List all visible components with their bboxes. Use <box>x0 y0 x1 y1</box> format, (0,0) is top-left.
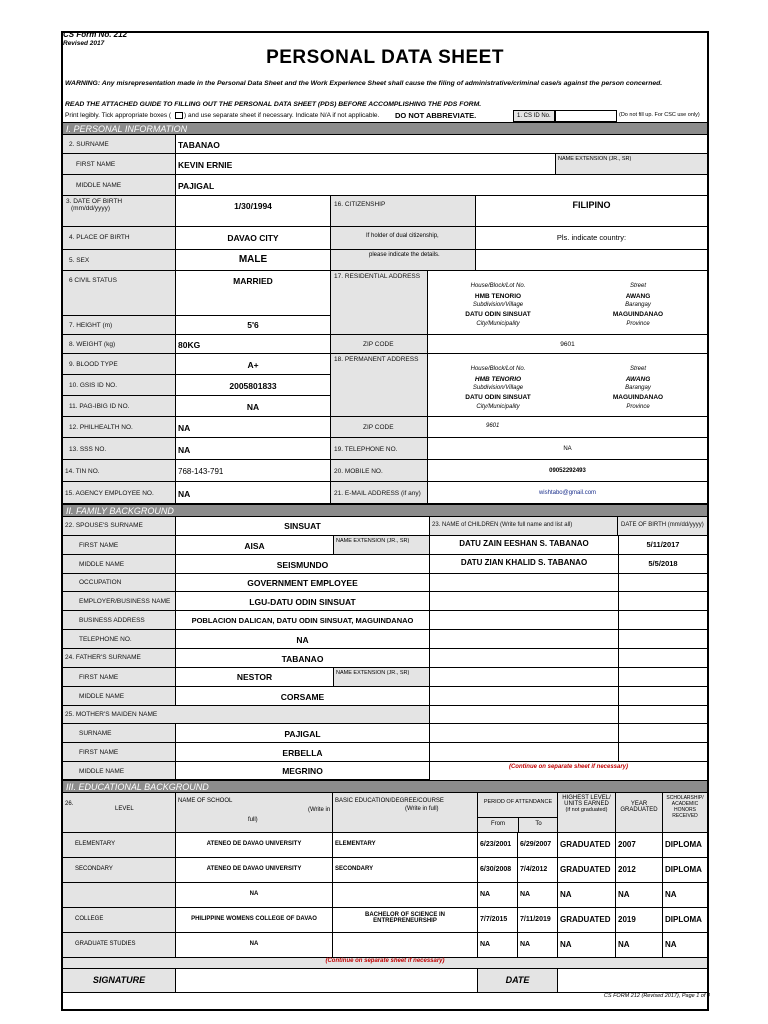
school-name-field[interactable]: NA <box>175 933 332 957</box>
cs-id-label: 1. CS ID No. <box>513 110 555 122</box>
father-middle-field[interactable]: CORSAME <box>175 687 429 706</box>
business-address-field[interactable]: POBLACION DALICAN, DATU ODIN SINSUAT, MAGUINDANAO <box>175 611 429 630</box>
first-name-row <box>63 154 707 175</box>
spouse-middle-field[interactable]: SEISMUNDO <box>175 555 429 574</box>
spouse-telephone-label: TELEPHONE NO. <box>63 630 175 649</box>
highest-level-field[interactable]: GRADUATED <box>557 858 615 882</box>
weight-row <box>63 335 707 354</box>
level-label: LEVEL <box>115 806 134 812</box>
highest-note: (if not graduated) <box>565 807 608 813</box>
education-level: SECONDARY <box>63 858 175 882</box>
child-name-field[interactable] <box>430 630 618 649</box>
province-label: Province <box>626 404 650 410</box>
course-write-label: (Write in full) <box>405 806 439 812</box>
mother-middle-field[interactable]: MEGRINO <box>175 762 429 780</box>
attendance-from-field[interactable]: NA <box>477 883 517 907</box>
citizenship-label: 16. CITIZENSHIP <box>330 196 475 226</box>
section-educational-background: III. EDUCATIONAL BACKGROUND <box>63 780 707 793</box>
cs-id-note: (Do not fill up. For CSC use only) <box>619 112 700 118</box>
occupation-field[interactable]: GOVERNMENT EMPLOYEE <box>175 574 429 592</box>
blood-type-field[interactable]: A+ <box>175 354 330 375</box>
tin-label: 14. TIN NO. <box>63 460 175 481</box>
attendance-from-field[interactable]: 6/23/2001 <box>477 833 517 857</box>
child-row <box>430 743 707 762</box>
print-note-a: Print legibly. Tick appropriate boxes ( <box>65 112 172 119</box>
honors-field[interactable]: DIPLOMA <box>662 833 707 857</box>
province-value[interactable]: MAGUINDANAO <box>612 311 664 318</box>
section-personal-information: I. PERSONAL INFORMATION <box>63 122 707 135</box>
education-header <box>63 793 707 833</box>
education-level: GRADUATE STUDIES <box>63 933 175 957</box>
child-row <box>430 687 707 706</box>
first-name-field[interactable]: KEVIN ERNIE <box>175 154 555 174</box>
mother-surname-label: SURNAME <box>63 724 175 743</box>
surname-label: 2. SURNAME <box>63 135 175 153</box>
dob-label <box>63 196 175 226</box>
child-dob-field[interactable] <box>618 687 707 706</box>
child-name-field[interactable] <box>430 743 618 762</box>
first-name-label: FIRST NAME <box>63 154 175 174</box>
page-title: PERSONAL DATA SHEET <box>266 47 504 68</box>
year-graduated-field[interactable]: NA <box>615 933 662 957</box>
dob-format: (mm/dd/yyyy) <box>71 205 110 212</box>
father-surname-label: 24. FATHER'S SURNAME <box>63 649 175 668</box>
course-label: BASIC EDUCATION/DEGREE/COURSE <box>335 798 444 804</box>
height-label: 7. HEIGHT (m) <box>63 316 175 335</box>
city-value[interactable]: DATU ODIN SINSUAT <box>465 394 531 401</box>
child-dob-field[interactable]: 5/5/2018 <box>618 555 707 574</box>
mobile-field[interactable]: 09052292493 <box>427 460 707 481</box>
highest-header <box>557 793 615 832</box>
name-extension-field[interactable]: NAME EXTENSION (JR., SR) <box>555 154 707 174</box>
child-name-field[interactable]: DATU ZAIN EESHAN S. TABANAO <box>459 539 589 548</box>
father-middle-label: MIDDLE NAME <box>63 687 175 706</box>
print-note-b: ) and use separate sheet if necessary. Indicate N/A if not applicable. <box>184 112 380 119</box>
permanent-address-block[interactable] <box>427 354 707 417</box>
child-row <box>430 630 707 649</box>
from-label: From <box>491 821 505 827</box>
education-continue-note: (Continue on separate sheet if necessary) <box>63 958 707 969</box>
sex-label: 5. SEX <box>63 250 175 270</box>
highest-level-field[interactable]: NA <box>557 933 615 957</box>
spouse-surname-row <box>63 517 707 536</box>
spouse-telephone-field[interactable]: NA <box>175 630 429 649</box>
father-first-field[interactable]: NESTOR <box>175 668 333 687</box>
attendance-to-field[interactable]: 6/29/2007 <box>517 833 557 857</box>
spouse-surname-label: 22. SPOUSE'S SURNAME <box>63 517 175 535</box>
zip-field[interactable]: 9601 <box>427 335 707 353</box>
year-graduated-header: YEAR GRADUATED <box>615 793 662 832</box>
zip-label: ZIP CODE <box>330 335 427 353</box>
guide-text: READ THE ATTACHED GUIDE TO FILLING OUT THE PERSONAL DATA SHEET (PDS) BEFORE ACCOMPLISHING THE PDS FORM. <box>65 101 482 108</box>
period-header <box>477 793 557 832</box>
agency-row <box>63 482 707 504</box>
middle-name-field[interactable]: PAJIGAL <box>175 175 707 195</box>
course-field[interactable]: BACHELOR OF SCIENCE IN ENTREPRENEURSHIP <box>332 908 477 932</box>
child-dob-field[interactable] <box>618 649 707 668</box>
street-value[interactable]: AWANG <box>625 293 651 300</box>
child-name-field[interactable]: DATU ZIAN KHALID S. TABANAO <box>460 558 588 567</box>
child-row <box>430 668 707 687</box>
date-field[interactable] <box>557 969 707 992</box>
weight-label: 8. WEIGHT (kg) <box>63 335 175 353</box>
occupation-label: OCCUPATION <box>63 574 175 592</box>
civil-status-field[interactable]: MARRIED <box>175 271 330 316</box>
child-dob-field[interactable] <box>618 574 707 592</box>
child-row <box>430 724 707 743</box>
spouse-extension-field[interactable]: NAME EXTENSION (JR., SR) <box>333 536 429 555</box>
signature-field[interactable] <box>175 969 477 992</box>
philhealth-row <box>63 417 707 438</box>
child-name-field[interactable] <box>430 611 618 630</box>
mother-surname-field[interactable]: PAJIGAL <box>175 724 429 743</box>
school-label: NAME OF SCHOOL <box>178 798 233 804</box>
sss-row <box>63 438 707 460</box>
surname-row <box>63 135 707 154</box>
period-label: PERIOD OF ATTENDANCE <box>483 799 553 805</box>
country-note: Pls. indicate country: <box>475 227 707 249</box>
barangay-label: Barangay <box>625 385 651 391</box>
course-field[interactable] <box>332 933 477 957</box>
permanent-address-label: 18. PERMANENT ADDRESS <box>330 354 427 417</box>
honors-field[interactable]: DIPLOMA <box>662 858 707 882</box>
child-dob-label: DATE OF BIRTH (mm/dd/yyyy) <box>617 517 707 535</box>
child-name-field[interactable] <box>430 592 618 611</box>
spouse-surname-field[interactable]: SINSUAT <box>175 517 429 535</box>
year-graduated-field[interactable]: 2007 <box>615 833 662 857</box>
city-label: City/Municipality <box>476 321 520 327</box>
house-value[interactable]: HMB TENORIO <box>474 293 522 300</box>
personal-data-sheet-form <box>61 31 709 1011</box>
school-name-field[interactable]: ATENEO DE DAVAO UNIVERSITY <box>175 858 332 882</box>
philhealth-field[interactable]: NA <box>175 417 330 437</box>
agency-field[interactable]: NA <box>175 482 330 503</box>
house-label: House/Block/Lot No. <box>470 366 526 372</box>
pob-field[interactable]: DAVAO CITY <box>175 227 330 249</box>
child-dob-field[interactable] <box>618 592 707 611</box>
child-name-field[interactable] <box>430 574 618 592</box>
tick-box <box>175 112 183 119</box>
dob-row <box>63 196 707 227</box>
child-dob-field[interactable]: 5/11/2017 <box>618 536 707 555</box>
weight-field[interactable]: 80KG <box>175 335 330 353</box>
zip-field-2[interactable]: 9601 <box>427 417 707 437</box>
street-label: Street <box>629 283 646 289</box>
child-row <box>430 706 707 724</box>
child-name-field[interactable] <box>430 706 618 724</box>
education-level <box>63 883 175 907</box>
year-graduated-field[interactable]: 2019 <box>615 908 662 932</box>
attendance-to-field[interactable]: NA <box>517 933 557 957</box>
child-dob-field[interactable] <box>618 743 707 762</box>
email-field[interactable]: wishtabo@gmail.com <box>427 482 707 503</box>
blood-type-label: 9. BLOOD TYPE <box>63 354 175 375</box>
spouse-middle-label: MIDDLE NAME <box>63 555 175 574</box>
highest-level-field[interactable]: GRADUATED <box>557 833 615 857</box>
employer-field[interactable]: LGU-DATU ODIN SINSUAT <box>175 592 429 611</box>
year-graduated-field[interactable]: NA <box>615 883 662 907</box>
email-label: 21. E-MAIL ADDRESS (if any) <box>330 482 427 503</box>
zip-label-2: ZIP CODE <box>330 417 427 437</box>
province-value[interactable]: MAGUINDANAO <box>612 394 664 401</box>
height-field[interactable]: 5'6 <box>175 316 330 335</box>
tin-field[interactable]: 768-143-791 <box>175 460 330 481</box>
course-field[interactable] <box>332 883 477 907</box>
father-extension-field[interactable]: NAME EXTENSION (JR., SR) <box>333 668 429 687</box>
highest-label: HIGHEST LEVEL/ UNITS EARNED <box>562 795 611 807</box>
school-name-field[interactable]: PHILIPPINE WOMENS COLLEGE OF DAVAO <box>175 908 332 932</box>
highest-level-field[interactable]: NA <box>557 883 615 907</box>
form-number: CS Form No. 212 <box>63 30 128 39</box>
civil-status-label: 6 CIVIL STATUS <box>63 271 175 316</box>
subdivision-label: Subdivision/Village <box>472 385 524 391</box>
province-label: Province <box>626 321 650 327</box>
full-label: full) <box>248 817 258 823</box>
father-surname-field[interactable]: TABANAO <box>175 649 429 668</box>
surname-field[interactable]: TABANAO <box>175 135 707 153</box>
course-field[interactable]: SECONDARY <box>332 858 477 882</box>
child-row <box>430 592 707 611</box>
house-value[interactable]: HMB TENORIO <box>474 376 522 383</box>
street-label: Street <box>629 366 646 372</box>
child-dob-field[interactable] <box>618 668 707 687</box>
child-dob-field[interactable] <box>618 706 707 724</box>
child-name-field[interactable] <box>430 649 618 668</box>
city-value[interactable]: DATU ODIN SINSUAT <box>465 311 531 318</box>
child-name-field[interactable] <box>430 668 618 687</box>
signature-row <box>63 969 707 993</box>
citizenship-field[interactable]: FILIPINO <box>475 196 707 226</box>
mother-maiden-label: 25. MOTHER'S MAIDEN NAME <box>63 706 429 724</box>
pagibig-label: 11. PAG-IBIG ID NO. <box>63 396 175 417</box>
mother-middle-label: MIDDLE NAME <box>63 762 175 780</box>
education-row <box>63 883 707 908</box>
honors-header: SCHOLARSHIP/ ACADEMIC HONORS RECEIVED <box>662 793 707 832</box>
barangay-label: Barangay <box>625 302 651 308</box>
do-not-abbreviate: DO NOT ABBREVIATE. <box>395 111 477 120</box>
year-graduated-field[interactable]: 2012 <box>615 858 662 882</box>
gsis-label: 10. GSIS ID NO. <box>63 375 175 396</box>
attendance-to-field[interactable]: NA <box>517 883 557 907</box>
pob-label: 4. PLACE OF BIRTH <box>63 227 175 249</box>
school-name-field[interactable]: ATENEO DE DAVAO UNIVERSITY <box>175 833 332 857</box>
spouse-first-label: FIRST NAME <box>63 536 175 555</box>
child-dob-field[interactable] <box>618 630 707 649</box>
print-instructions-row <box>63 110 707 122</box>
honors-field[interactable]: DIPLOMA <box>662 908 707 932</box>
dob-num: 3. <box>66 198 72 205</box>
education-level: ELEMENTARY <box>63 833 175 857</box>
page-footer-note: CS FORM 212 (Revised 2017), Page 1 of 4 <box>603 993 710 999</box>
write-in-label: (Write in <box>308 807 331 813</box>
spouse-first-field[interactable]: AISA <box>175 536 333 555</box>
pagibig-field[interactable]: NA <box>175 396 330 417</box>
course-field[interactable]: ELEMENTARY <box>332 833 477 857</box>
education-row <box>63 933 707 958</box>
children-label: 23. NAME of CHILDREN (Write full name and list all) <box>429 517 617 535</box>
sss-field[interactable]: NA <box>175 438 330 459</box>
education-row <box>63 908 707 933</box>
child-row <box>430 649 707 668</box>
middle-name-label: MIDDLE NAME <box>63 175 175 195</box>
child-row <box>430 611 707 630</box>
attendance-from-field[interactable]: 6/30/2008 <box>477 858 517 882</box>
child-dob-field[interactable] <box>618 724 707 743</box>
honors-field[interactable]: NA <box>662 883 707 907</box>
child-name-field[interactable] <box>430 687 618 706</box>
child-dob-field[interactable] <box>618 611 707 630</box>
sss-label: 13. SSS NO. <box>63 438 175 459</box>
dob-label-text: DATE OF BIRTH <box>73 198 123 205</box>
attendance-from-field[interactable]: NA <box>477 933 517 957</box>
telephone-label: 19. TELEPHONE NO. <box>330 438 427 459</box>
child-name-field[interactable] <box>430 724 618 743</box>
father-first-label: FIRST NAME <box>63 668 175 687</box>
attendance-to-field[interactable]: 7/11/2019 <box>517 908 557 932</box>
mother-first-label: FIRST NAME <box>63 743 175 762</box>
pob-row <box>63 227 707 250</box>
child-row <box>430 555 707 574</box>
education-num: 26. <box>65 801 74 807</box>
employer-label: EMPLOYER/BUSINESS NAME <box>63 592 175 611</box>
honors-field[interactable]: NA <box>662 933 707 957</box>
middle-name-row <box>63 175 707 196</box>
tin-row <box>63 460 707 482</box>
signature-label: SIGNATURE <box>63 969 175 992</box>
school-header <box>175 793 332 832</box>
date-label: DATE <box>477 969 557 992</box>
attendance-to-field[interactable]: 7/4/2012 <box>517 858 557 882</box>
house-label: House/Block/Lot No. <box>470 283 526 289</box>
mobile-label: 20. MOBILE NO. <box>330 460 427 481</box>
school-name-field[interactable]: NA <box>175 883 332 907</box>
highest-level-field[interactable]: GRADUATED <box>557 908 615 932</box>
philhealth-label: 12. PHILHEALTH NO. <box>63 417 175 437</box>
education-row <box>63 833 707 858</box>
country-field[interactable] <box>475 250 707 270</box>
street-value[interactable]: AWANG <box>625 376 651 383</box>
course-header <box>332 793 477 832</box>
sex-field[interactable]: MALE <box>175 250 330 270</box>
city-label: City/Municipality <box>476 404 520 410</box>
dob-field[interactable]: 1/30/1994 <box>175 196 330 226</box>
residential-address-label: 17. RESIDENTIAL ADDRESS <box>330 271 427 335</box>
section-family-background: II. FAMILY BACKGROUND <box>63 504 707 517</box>
education-row <box>63 858 707 883</box>
attendance-from-field[interactable]: 7/7/2015 <box>477 908 517 932</box>
residential-address-block[interactable] <box>427 271 707 335</box>
to-label: To <box>518 818 558 833</box>
agency-label: 15. AGENCY EMPLOYEE NO. <box>63 482 175 503</box>
children-table <box>429 536 707 780</box>
revised-label: Revised 2017 <box>63 40 105 47</box>
subdivision-label: Subdivision/Village <box>472 302 524 308</box>
business-address-label: BUSINESS ADDRESS <box>63 611 175 630</box>
dual-citizenship-note-2: please indicate the details. <box>330 250 475 270</box>
child-row <box>430 574 707 592</box>
education-level: COLLEGE <box>63 908 175 932</box>
mother-first-field[interactable]: ERBELLA <box>175 743 429 762</box>
gsis-field[interactable]: 2005801833 <box>175 375 330 396</box>
warning-text: WARNING: Any misrepresentation made in the Personal Data Sheet and the Work Experience Sheet shall cause the filing of administrative/criminal case/s against the person concerned. <box>65 80 663 87</box>
telephone-field[interactable]: NA <box>427 438 707 459</box>
cs-id-field[interactable] <box>555 110 617 122</box>
child-row <box>430 536 707 555</box>
family-continue-note: (Continue on separate sheet if necessary) <box>508 764 629 770</box>
sex-row <box>63 250 707 271</box>
dual-citizenship-note: If holder of dual citizenship, <box>330 227 475 249</box>
level-header <box>63 793 175 832</box>
